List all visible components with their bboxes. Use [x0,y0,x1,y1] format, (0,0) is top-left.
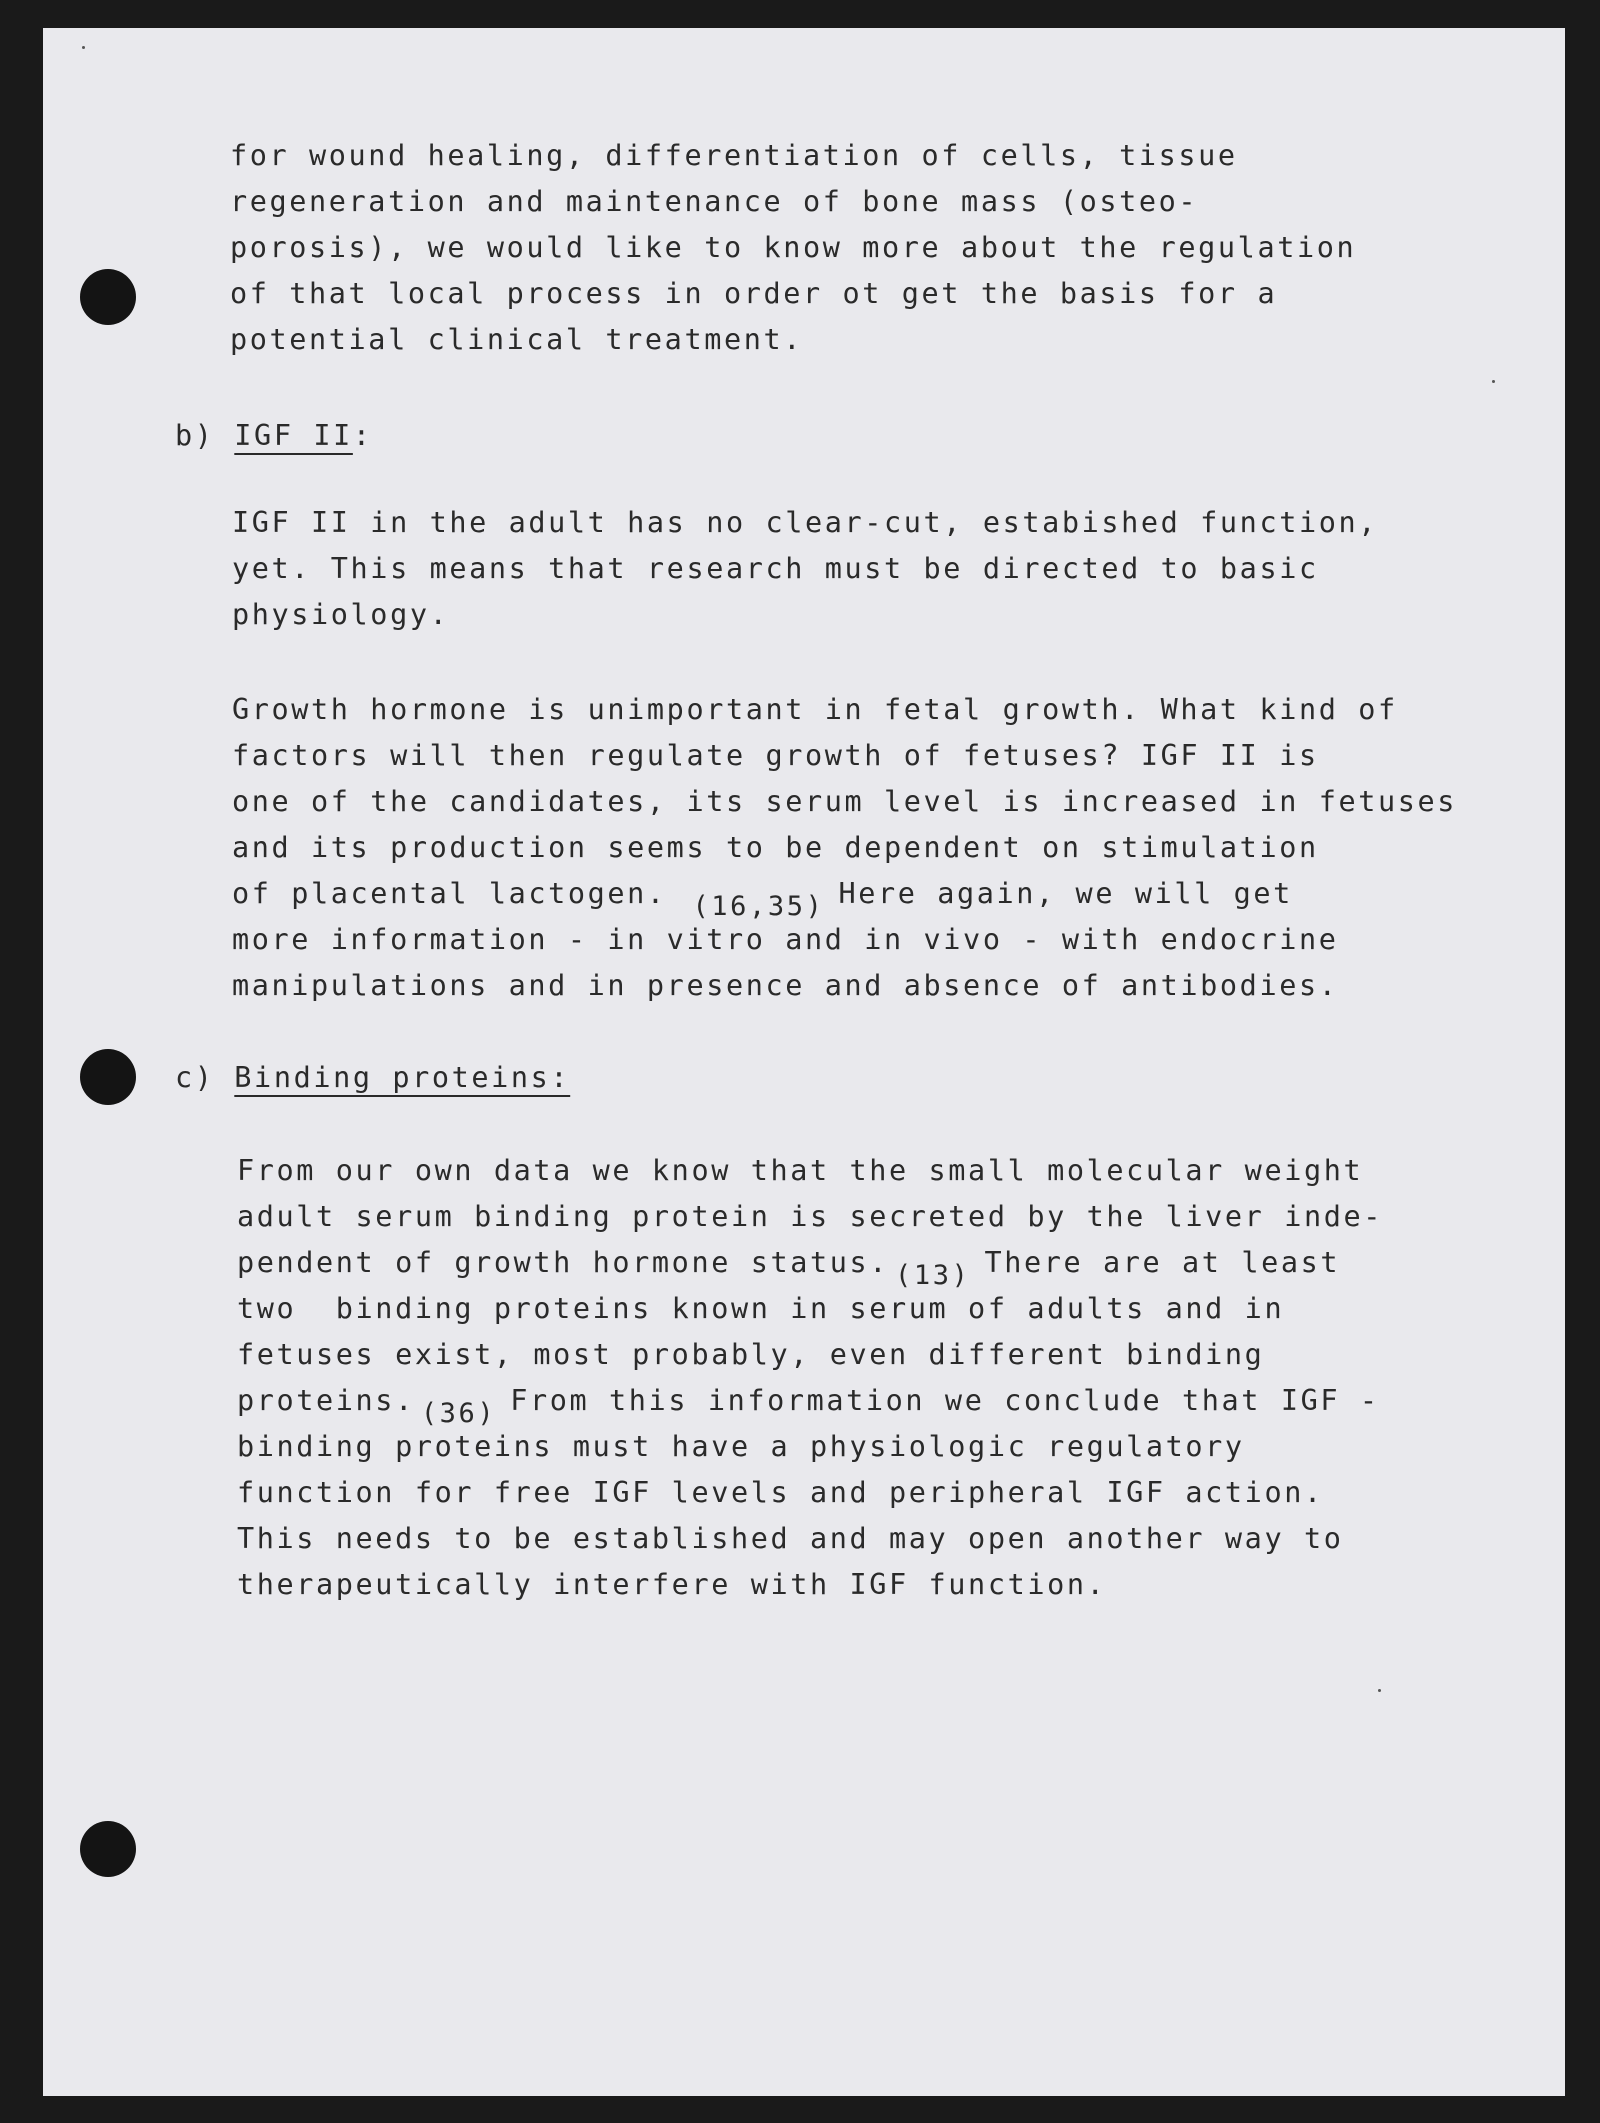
text-after-ref: There are at least [984,1246,1341,1279]
text-before-ref: proteins. [237,1384,415,1417]
text-line [237,1384,1380,1429]
text-line: potential clinical treatment. [230,323,803,356]
text-line: This needs to be established and may open another way to [237,1522,1344,1555]
text-line: binding proteins must have a physiologic regulatory [237,1430,1245,1463]
section-marker: b) [175,419,215,452]
punch-hole-bottom [80,1821,136,1877]
punch-hole-top [80,269,136,325]
reference-citation: (36) [420,1398,497,1429]
text-line [237,1246,1341,1291]
text-line: yet. This means that research must be directed to basic [232,552,1319,585]
text-line: therapeutically interfere with IGF function. [237,1568,1107,1601]
section-c-heading [175,1061,571,1094]
text-line: regeneration and maintenance of bone mass (osteo- [230,185,1199,218]
text-line: fetuses exist, most probably, even different binding [237,1338,1265,1371]
text-line [232,877,1293,922]
text-before-ref: of placental lactogen. [232,877,667,910]
text-line: IGF II in the adult has no clear-cut, estabished function, [232,506,1378,539]
text-line: two binding proteins known in serum of adults and in [237,1292,1285,1325]
text-line: adult serum binding protein is secreted by the liver inde- [237,1200,1383,1233]
section-title: IGF II [234,419,353,452]
text-line: factors will then regulate growth of fetuses? IGF II is [232,739,1319,772]
text-line: function for free IGF levels and peripheral IGF action. [237,1476,1324,1509]
paper-speck [82,46,85,49]
text-line: physiology. [232,598,450,631]
text-line: and its production seems to be dependent on stimulation [232,831,1319,864]
text-before-ref: pendent of growth hormone status. [237,1246,890,1279]
text-after-ref: Here again, we will get [838,877,1293,910]
section-marker: c) [175,1061,215,1094]
text-after-ref: From this information we conclude that IGF - [510,1384,1380,1417]
text-line: Growth hormone is unimportant in fetal growth. What kind of [232,693,1398,726]
punch-hole-middle [80,1049,136,1105]
text-line: of that local process in order ot get the basis for a [230,277,1278,310]
text-line: one of the candidates, its serum level is increased in fetuses [232,785,1458,818]
text-line: more information - in vitro and in vivo - with endocrine [232,923,1339,956]
text-line: manipulations and in presence and absence of antibodies. [232,969,1339,1002]
text-line: porosis), we would like to know more about the regulation [230,231,1357,264]
paper-speck [1378,1689,1381,1692]
reference-citation: (13) [895,1260,971,1291]
text-line: From our own data we know that the small molecular weight [237,1154,1364,1187]
section-title: Binding proteins: [234,1061,571,1094]
section-b-heading [175,419,373,452]
reference-citation: (16,35) [692,891,825,922]
text-line: for wound healing, differentiation of cells, tissue [230,139,1238,172]
paper-speck [1492,380,1495,383]
heading-colon: : [352,419,373,452]
